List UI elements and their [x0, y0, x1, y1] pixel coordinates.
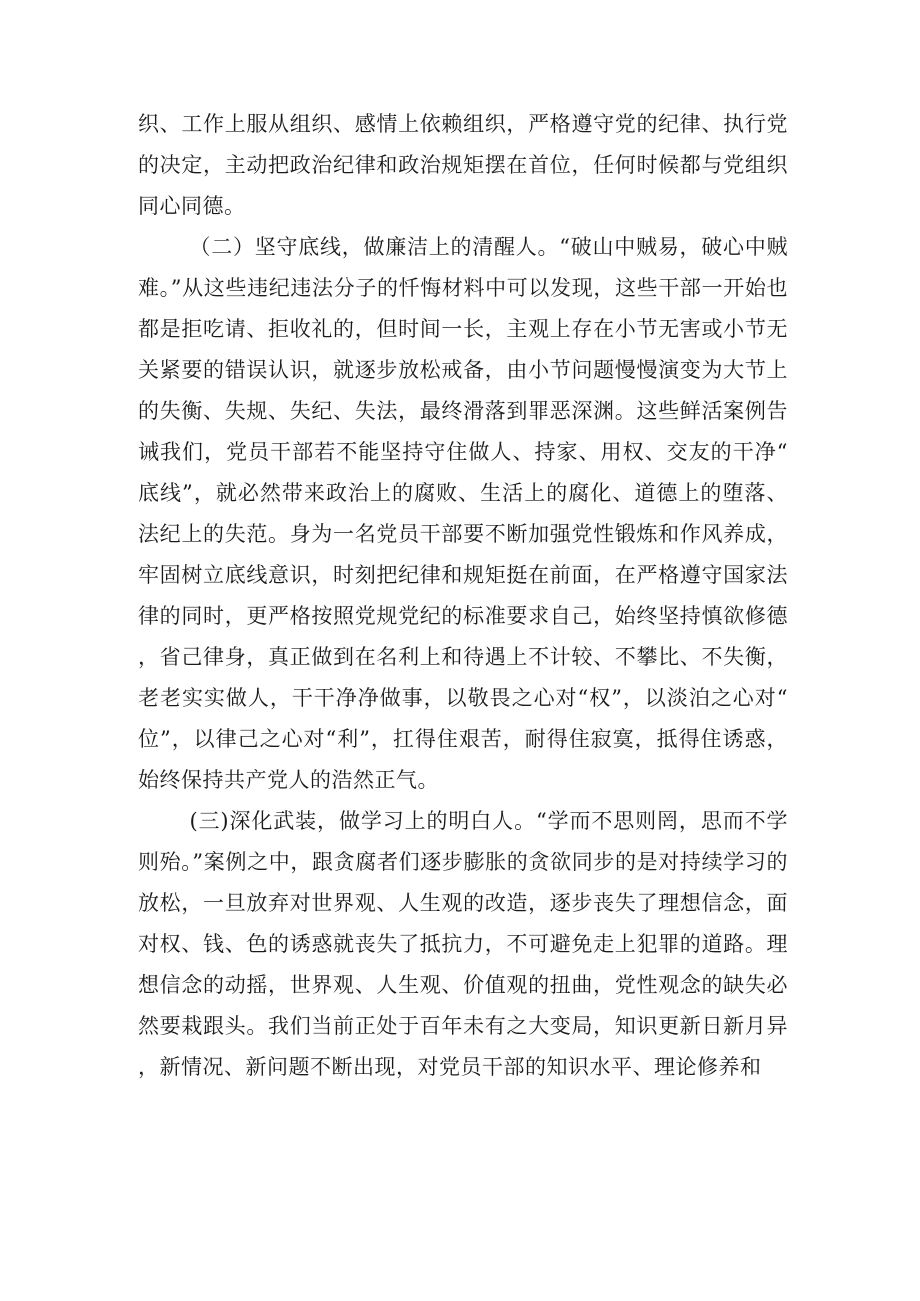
paragraph-section-two: （二）坚守底线，做廉洁上的清醒人。“破山中贼易，破心中贼难。”从这些违纪违法分子的忏悔材料中可以发现，这些干部一开始也都是拒吃请、拒收礼的，但时间一长，主观上存在小节无害或小节无关紧要的错误认识，就逐步放松戒备，由小节问题慢慢演变为大节上的失衡、失规、失纪、失法，最终滑落到罪恶深渊。这些鲜活案例告诫我们，党员干部若不能坚持守住做人、持家、用权、交友的干净“底线”，就必然带来政治上的腐败、生活上的腐化、道德上的堕落、法纪上的失范。身为一名党员干部要不断加强党性锻炼和作风养成，牢固树立底线意识，时刻把纪律和规矩挺在前面，在严格遵守国家法律的同时，更严格按照党规党纪的标准要求自己，始终坚持慎欲修德，省己律身，真正做到在名利上和待遇上不计较、不攀比、不失衡，老老实实做人，干干净净做事，以敬畏之心对“权”，以淡泊之心对“位”，以律己之心对“利”，扛得住艰苦，耐得住寂寞，抵得住诱惑，始终保持共产党人的浩然正气。 [138, 235, 788, 792]
paragraph-continued: 织、工作上服从组织、感情上依赖组织，严格遵守党的纪律、执行党的决定，主动把政治纪律和政治规矩摆在首位，任何时候都与党组织同心同德。 [138, 112, 788, 218]
document-body [138, 104, 788, 1088]
paragraph-section-three: (三)深化武装，做学习上的明白人。“学而不思则罔，思而不学则殆。”案例之中，跟贪腐者们逐步膨胀的贪欲同步的是对持续学习的放松，一旦放弃对世界观、人生观的改造，逐步丧失了理想信念，面对权、钱、色的诱惑就丧失了抵抗力，不可避免走上犯罪的道路。理想信念的动摇，世界观、人生观、价值观的扭曲，党性观念的缺失必然要栽跟头。我们当前正处于百年未有之大变局，知识更新日新月异，新情况、新问题不断出现，对党员干部的知识水平、理论修养和 [138, 809, 788, 1079]
